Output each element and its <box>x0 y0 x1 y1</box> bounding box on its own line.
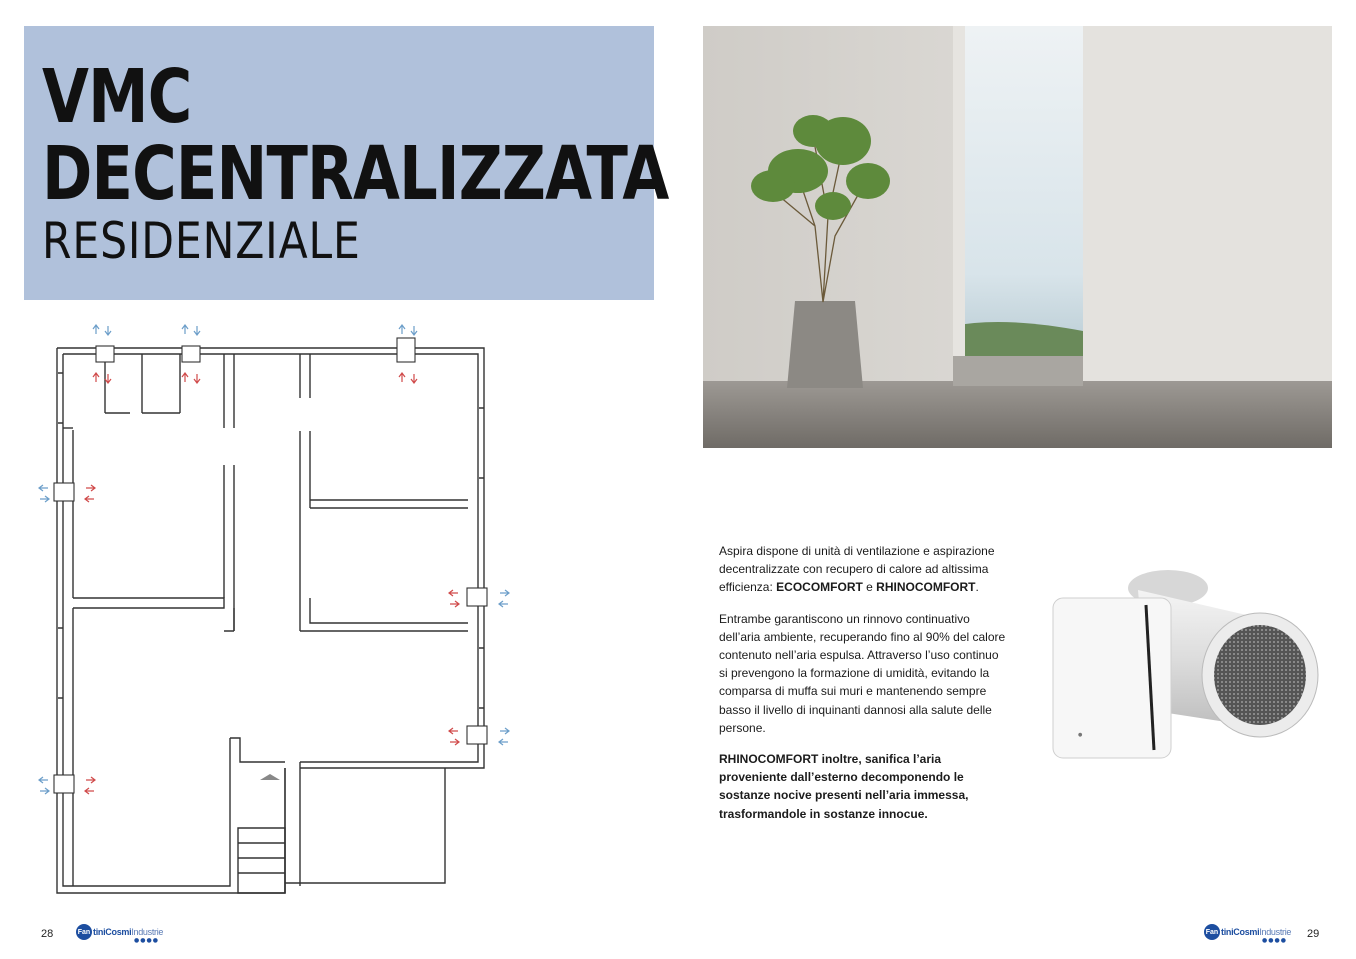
logo-dots: ●●●● <box>1262 937 1287 944</box>
product-ecocomfort: ECOCOMFORT <box>776 580 863 595</box>
floor-plan-diagram <box>30 318 510 898</box>
page-number-left: 28 <box>41 928 54 940</box>
product-rhinocomfort: RHINOCOMFORT <box>876 580 976 595</box>
svg-text:●: ● <box>1078 732 1083 738</box>
description-text <box>719 542 1009 836</box>
paragraph-benefits: Entrambe garantiscono un rinnovo continuativo dell’aria ambiente, recuperando fino al 90% del calore contenuto nell’aria espulsa. Attraverso l’uso continuo si prevengono la formazione di umidità, evitando la comparsa di muffa sui muri e mantenendo sempre basso il livello di inquinanti dannosi alla salute delle persone. <box>719 611 1006 735</box>
page-number-right: 29 <box>1307 928 1320 940</box>
logo-badge: Fan <box>1204 924 1220 940</box>
brand-logo-left <box>76 924 164 944</box>
logo-text: tiniCosmiIndustrie <box>1221 927 1292 937</box>
title-residenziale: RESIDENZIALE <box>42 212 361 270</box>
title-vmc: VMC <box>42 54 192 140</box>
ventilation-unit-image <box>1028 560 1328 770</box>
interior-photo <box>703 26 1332 448</box>
title-box <box>24 26 669 300</box>
paragraph-intro: Aspira dispone di unità di ventilazione e aspirazione decentralizzate con recupero di calore ad altissima efficienza: ECOCOMFORT e RHINOCOMFORT. <box>719 544 995 595</box>
logo-text: tiniCosmiIndustrie <box>93 927 164 937</box>
title-decentralizzata: DECENTRALIZZATA <box>42 131 669 217</box>
paragraph-rhinocomfort: RHINOCOMFORT inoltre, sanifica l’aria proveniente dall’esterno decomponendo le sostanze nocive presenti nell’aria immessa, trasformandole in sostanze innocue. <box>719 752 969 821</box>
logo-badge: Fan <box>76 924 92 940</box>
logo-dots: ●●●● <box>134 937 159 944</box>
brand-logo-right <box>1204 924 1292 944</box>
right-page <box>678 0 1356 959</box>
